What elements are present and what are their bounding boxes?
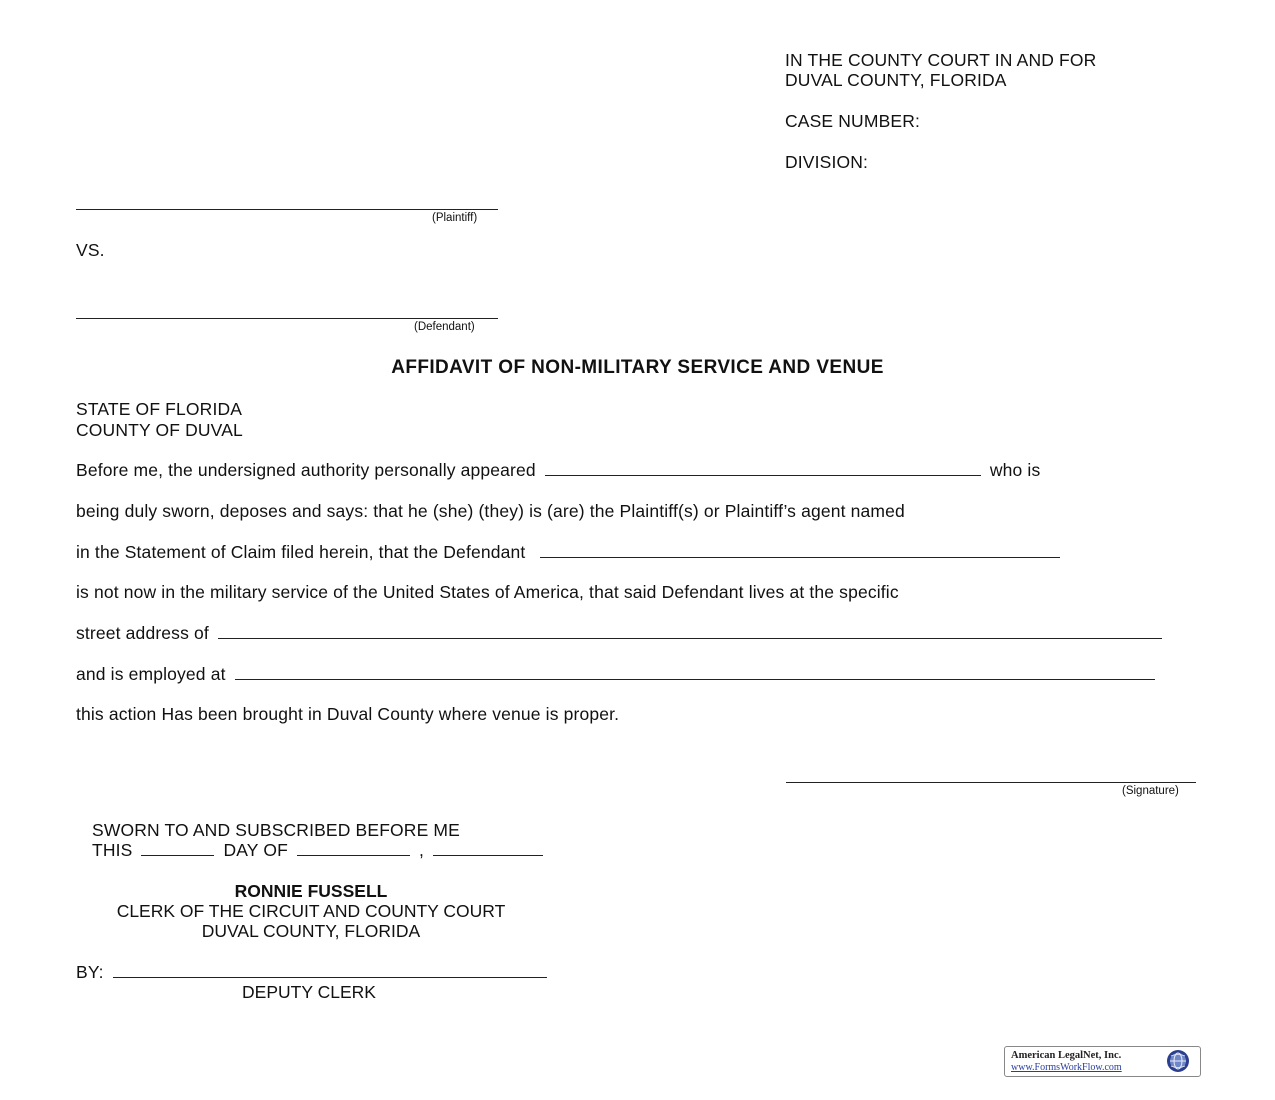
court-name-line2: DUVAL COUNTY, FLORIDA [785, 70, 1007, 90]
by-line [76, 962, 547, 982]
document-title: AFFIDAVIT OF NON-MILITARY SERVICE AND VENUE [391, 357, 884, 378]
american-legalnet-logo[interactable] [1004, 1046, 1201, 1077]
body-line-1 [76, 460, 1040, 480]
employer-field[interactable] [235, 665, 1155, 680]
body-line-2: being duly sworn, deposes and says: that he (she) (they) is (are) the Plaintiff(s) or Plaintiff’s agent named [76, 501, 905, 521]
jurat-line-1: SWORN TO AND SUBSCRIBED BEFORE ME [92, 820, 460, 840]
logo-url-link[interactable]: www.FormsWorkFlow.com [1011, 1062, 1122, 1073]
street-address-field[interactable] [218, 624, 1162, 639]
court-name-line1: IN THE COUNTY COURT IN AND FOR [785, 50, 1097, 70]
body-line-1-text: Before me, the undersigned authority personally appeared [76, 460, 536, 480]
defendant-name-field[interactable] [540, 543, 1060, 558]
body-line-4: is not now in the military service of the United States of America, that said Defendant lives at the specific [76, 582, 899, 602]
jurat-this-label: THIS [92, 840, 133, 860]
jurat-year-field[interactable] [433, 841, 543, 856]
plaintiff-name-line[interactable] [76, 209, 498, 210]
jurat-line-2 [92, 840, 543, 860]
body-line-5 [76, 623, 1162, 643]
jurat-month-field[interactable] [297, 841, 410, 856]
plaintiff-caption: (Plaintiff) [432, 212, 478, 224]
deputy-clerk-label: DEPUTY CLERK [242, 982, 376, 1002]
globe-icon [1166, 1049, 1190, 1073]
defendant-caption: (Defendant) [414, 321, 475, 333]
case-number-label: CASE NUMBER: [785, 111, 921, 131]
jurat-comma: , [418, 840, 424, 860]
defendant-name-line[interactable] [76, 318, 498, 319]
body-line-1-end: who is [989, 460, 1041, 480]
clerk-name: RONNIE FUSSELL [234, 881, 388, 901]
county-label: COUNTY OF DUVAL [76, 420, 243, 440]
body-line-6 [76, 664, 1155, 684]
body-line-5-text: street address of [76, 623, 209, 643]
by-label: BY: [76, 962, 104, 982]
jurat-day-of-label: DAY OF [223, 840, 288, 860]
logo-company-name: American LegalNet, Inc. [1011, 1050, 1122, 1061]
signature-caption: (Signature) [1122, 785, 1179, 797]
body-line-3 [76, 542, 1060, 562]
versus-label: VS. [76, 240, 105, 260]
affiant-name-field[interactable] [545, 461, 981, 476]
jurat-day-field[interactable] [141, 841, 214, 856]
body-line-3-text: in the Statement of Claim filed herein, that the Defendant [76, 542, 526, 562]
division-label: DIVISION: [785, 152, 869, 172]
state-label: STATE OF FLORIDA [76, 399, 243, 419]
body-line-7: this action Has been brought in Duval County where venue is proper. [76, 704, 620, 724]
body-line-6-text: and is employed at [76, 664, 226, 684]
clerk-title: CLERK OF THE CIRCUIT AND COUNTY COURT [116, 901, 506, 921]
signature-line[interactable] [786, 782, 1196, 783]
deputy-clerk-signature-field[interactable] [113, 963, 547, 978]
clerk-county: DUVAL COUNTY, FLORIDA [201, 921, 421, 941]
